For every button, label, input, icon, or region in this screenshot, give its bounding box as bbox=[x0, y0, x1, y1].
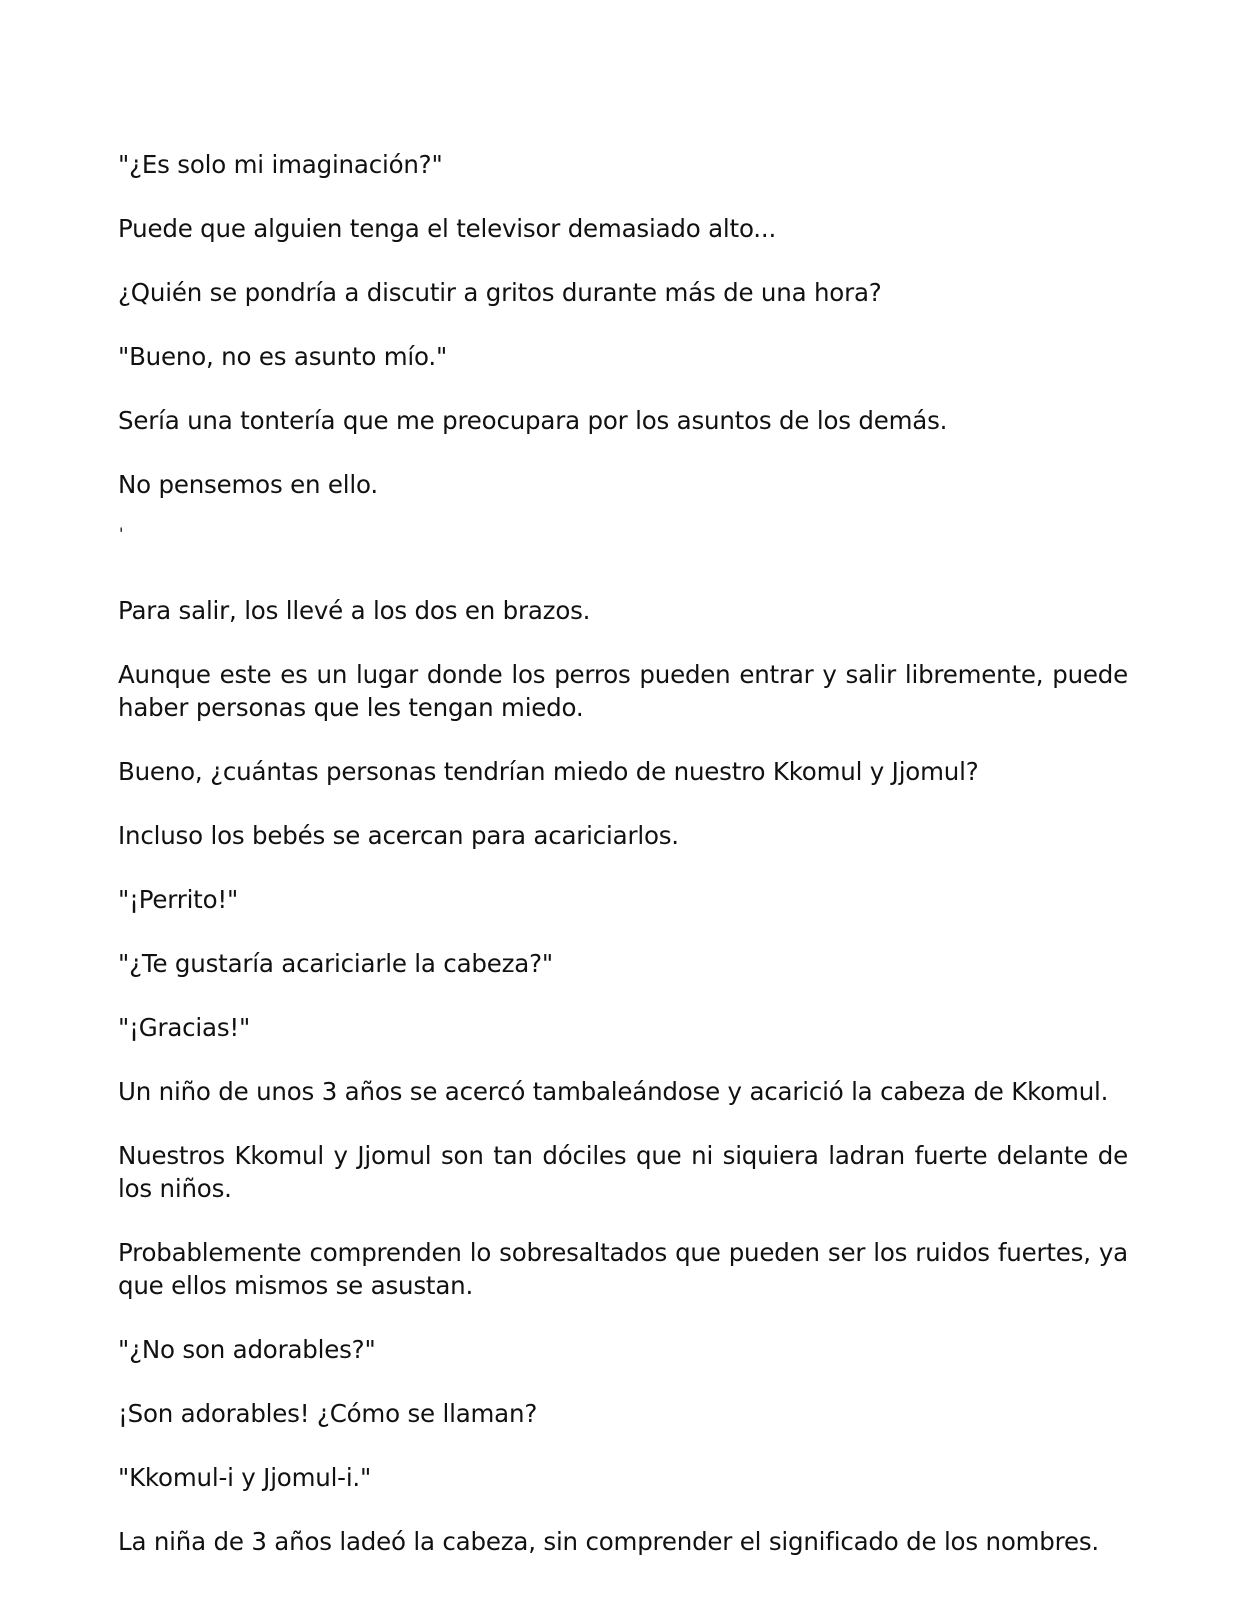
paragraph-14: Un niño de unos 3 años se acercó tambaleándose y acarició la cabeza de Kkomul. bbox=[118, 1077, 1109, 1106]
paragraph-9: Bueno, ¿cuántas personas tendrían miedo de nuestro Kkomul y Jjomul? bbox=[118, 757, 979, 786]
paragraph-3: ¿Quién se pondría a discutir a gritos durante más de una hora? bbox=[118, 278, 882, 307]
document-body bbox=[118, 148, 1128, 1558]
paragraph-2: Puede que alguien tenga el televisor demasiado alto... bbox=[118, 214, 777, 243]
paragraph-5: Sería una tontería que me preocupara por los asuntos de los demás. bbox=[118, 406, 948, 435]
paragraph-11: "¡Perrito!" bbox=[118, 885, 239, 914]
paragraph-13: "¡Gracias!" bbox=[118, 1013, 251, 1042]
paragraph-12: "¿Te gustaría acariciarle la cabeza?" bbox=[118, 949, 553, 978]
paragraph-15: Nuestros Kkomul y Jjomul son tan dóciles que ni siquiera ladran fuerte delante de los niños. bbox=[118, 1141, 1128, 1203]
paragraph-10: Incluso los bebés se acercan para acariciarlos. bbox=[118, 821, 679, 850]
section-break-mark: ' bbox=[119, 524, 124, 543]
paragraph-18: ¡Son adorables! ¿Cómo se llaman? bbox=[118, 1399, 538, 1428]
paragraph-19: "Kkomul-i y Jjomul-i." bbox=[118, 1463, 372, 1492]
paragraph-16: Probablemente comprenden lo sobresaltados que pueden ser los ruidos fuertes, ya que ellos mismos se asustan. bbox=[118, 1238, 1128, 1300]
paragraph-6: No pensemos en ello. bbox=[118, 470, 378, 499]
paragraph-20: La niña de 3 años ladeó la cabeza, sin comprender el significado de los nombres. bbox=[118, 1527, 1099, 1556]
paragraph-8: Aunque este es un lugar donde los perros pueden entrar y salir libremente, puede haber personas que les tengan miedo. bbox=[118, 660, 1128, 722]
paragraph-17: "¿No son adorables?" bbox=[118, 1335, 376, 1364]
paragraph-1: "¿Es solo mi imaginación?" bbox=[118, 150, 443, 179]
paragraph-4: "Bueno, no es asunto mío." bbox=[118, 342, 448, 371]
paragraph-7: Para salir, los llevé a los dos en brazos. bbox=[118, 596, 591, 625]
